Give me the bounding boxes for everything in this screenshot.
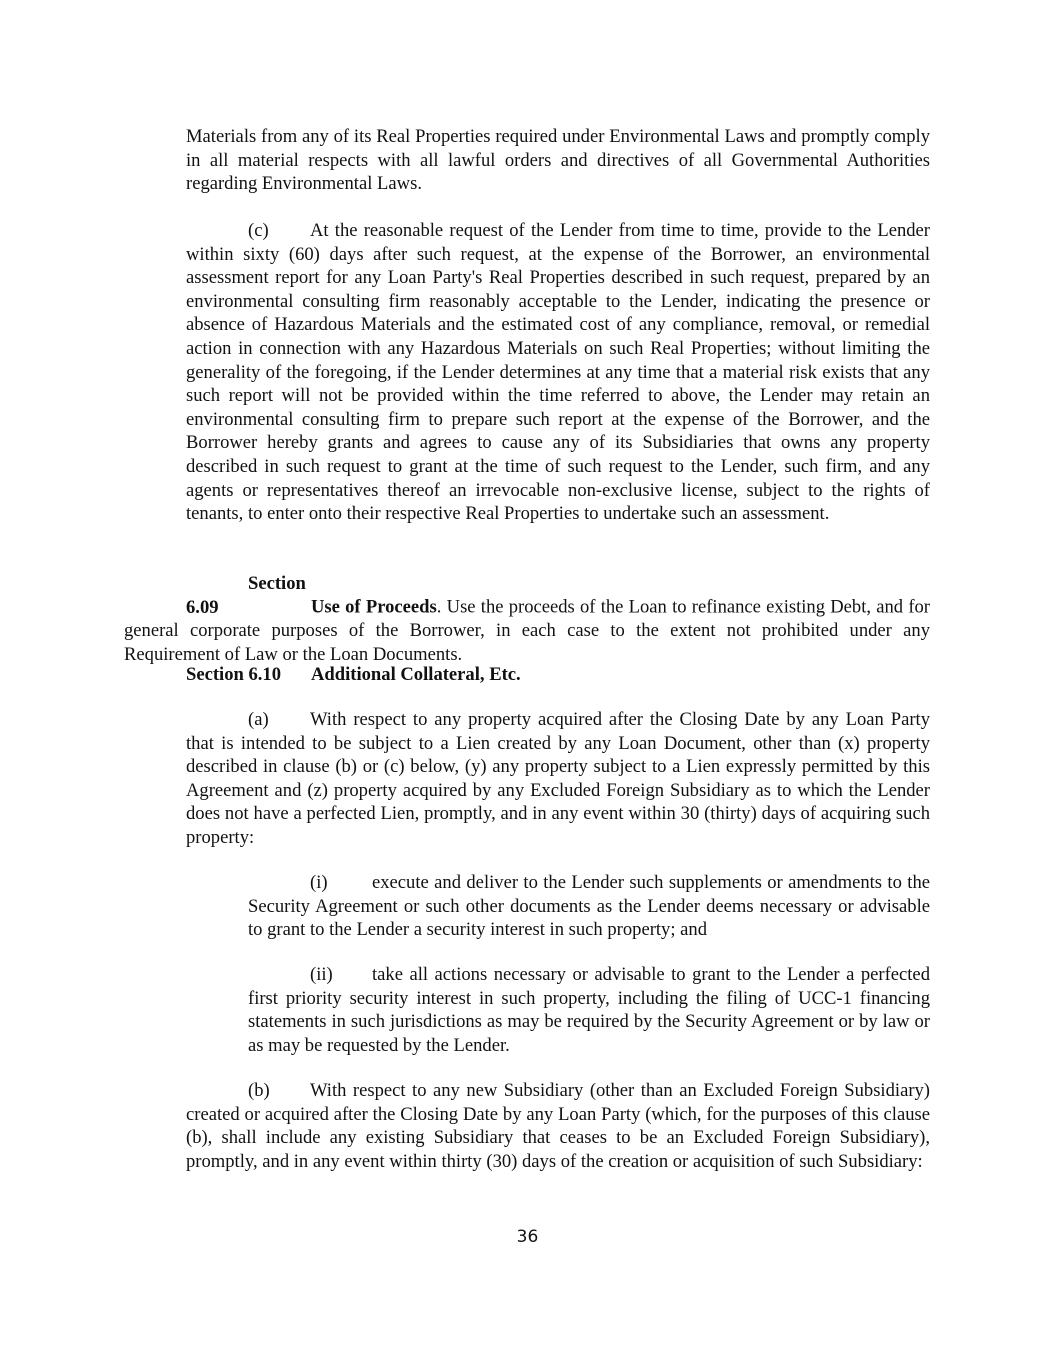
section-title: Additional Collateral, Etc.: [311, 664, 521, 685]
enum-label: (b): [248, 1080, 270, 1101]
enum-label: (a): [248, 709, 269, 730]
paragraph-a-i: [248, 871, 930, 942]
paragraph-a: [186, 708, 930, 850]
paragraph-b: [186, 1079, 930, 1173]
enum-label: (c): [248, 220, 269, 241]
section-title: Use of Proceeds: [311, 596, 437, 618]
paragraph-c: [186, 219, 930, 526]
section-number: Section 6.09: [186, 573, 306, 618]
page-number: 36: [516, 1227, 539, 1247]
section-text: . Use the proceeds of the Loan to refinance existing Debt, and for general corporate purposes of the Borrower, in each case to the extent not prohibited under any Requirement of Law or the Loan Documents.: [124, 596, 930, 665]
paragraph-text: At the reasonable request of the Lender from time to time, provide to the Lender within sixty (60) days after such request, at the expense of the Borrower, an environmental assessment report for any Loan Party's Real Properties described in such request, prepared by an environmental consulting firm reasonably acceptable to the Lender, indicating the presence or absence of Hazardous Materials and the estimated cost of any compliance, removal, or remedial action in connection with any Hazardous Materials on such Real Properties; without limiting the generality of the foregoing, if the Lender determines at any time that a material risk exists that any such report will not be provided within the time referred to above, the Lender may retain an environmental consulting firm to prepare such report at the expense of the Borrower, and the Borrower hereby grants and agrees to cause any of its Subsidiaries that owns any property described in such request to grant at the time of such request to the Lender, such firm, and any agents or representatives thereof an irrevocable non-exclusive license, subject to the rights of tenants, to enter onto their respective Real Properties to undertake such an assessment.: [186, 220, 930, 525]
paragraph-text: execute and deliver to the Lender such supplements or amendments to the Security Agreement or such other documents as the Lender deems necessary or advisable to grant to the Lender a security interest in such property; and: [248, 872, 930, 941]
paragraph-text: take all actions necessary or advisable to grant to the Lender a perfected first priority security interest in such property, including the filing of UCC-1 financing statements in such jurisdictions as may be required by the Security Agreement or by law or as may be requested by the Lender.: [248, 964, 930, 1056]
paragraph-continuation: Materials from any of its Real Properties required under Environmental Laws and promptly comply in all material respects with all lawful orders and directives of all Governmental Authorities regarding Environmental Laws.: [186, 126, 930, 195]
enum-label: (i): [310, 872, 328, 893]
enum-label: (ii): [310, 964, 333, 985]
paragraph-text: With respect to any new Subsidiary (other than an Excluded Foreign Subsidiary) created or acquired after the Closing Date by any Loan Party (which, for the purposes of this clause (b), shall include any existing Subsidiary that ceases to be an Excluded Foreign Subsidiary), promptly, and in any event within thirty (30) days of the creation or acquisition of such Subsidiary:: [186, 1080, 930, 1172]
section-number: Section 6.10: [186, 664, 282, 685]
section-6-10-heading: [186, 663, 930, 687]
section-6-09: [124, 572, 930, 666]
paragraph-a-ii: [248, 963, 930, 1057]
paragraph-text: With respect to any property acquired after the Closing Date by any Loan Party that is intended to be subject to a Lien created by any Loan Document, other than (x) property described in clause (b) or (c) below, (y) any property subject to a Lien expressly permitted by this Agreement and (z) property acquired by any Excluded Foreign Subsidiary as to which the Lender does not have a perfected Lien, promptly, and in any event within 30 (thirty) days of acquiring such property:: [186, 709, 930, 848]
